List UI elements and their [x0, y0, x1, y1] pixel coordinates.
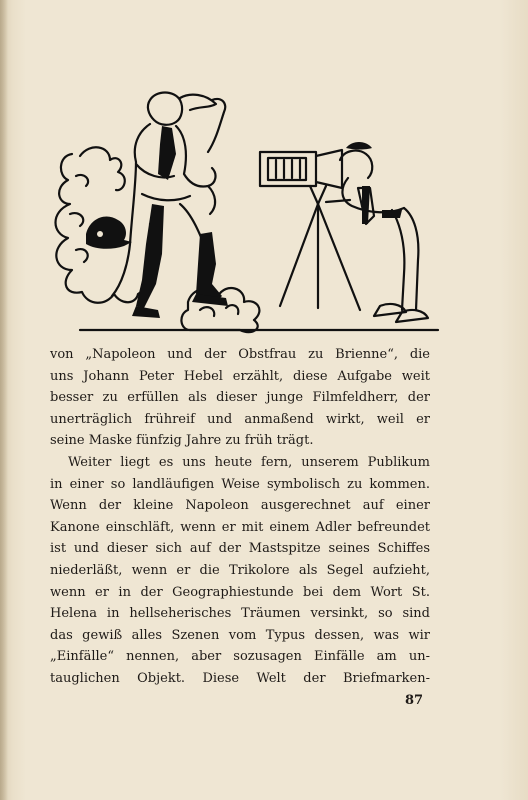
text-line: Kanone einschläft, wenn er mit einem Adler befreundet [50, 519, 430, 535]
body-text [50, 344, 430, 690]
spine-shadow [0, 0, 8, 800]
text-line: besser zu erfüllen als dieser junge Filmfeldherr, der [50, 390, 430, 406]
text-line: uns Johann Peter Hebel erzählt, diese Aufgabe weit [50, 368, 430, 384]
page-number: 87 [405, 693, 424, 708]
text-line: wenn er in der Geographiestunde bei dem Wort St. [50, 584, 430, 600]
text-line: ist und dieser sich auf der Mastspitze seines Schiffes [50, 541, 430, 557]
napoleon-and-cameraman-illustration-icon [40, 84, 440, 340]
text-line: tauglichen Objekt. Diese Welt der Briefmarken- [50, 670, 430, 686]
text-line: niederläßt, wenn er die Trikolore als Segel aufzieht, [50, 562, 430, 578]
text-line: unerträglich frühreif und anmaßend wirkt, weil er [50, 411, 430, 427]
text-line: Weiter liegt es uns heute fern, unserem Publikum [68, 454, 430, 470]
text-line: das gewiß alles Szenen vom Typus dessen, was wir [50, 627, 430, 643]
text-line: „Einfälle“ nennen, aber sozusagen Einfälle am un- [50, 649, 430, 665]
text-line: in einer so landläufigen Weise symbolisch zu kommen. [50, 476, 430, 492]
text-line: Wenn der kleine Napoleon ausgerechnet auf einer [50, 498, 430, 514]
text-line: Helena in hellseherisches Träumen versinkt, so sind [50, 606, 430, 622]
text-line: von „Napoleon und der Obstfrau zu Brienne“, die [50, 347, 430, 362]
text-line: seine Maske fünfzig Jahre zu früh trägt. [50, 433, 314, 449]
